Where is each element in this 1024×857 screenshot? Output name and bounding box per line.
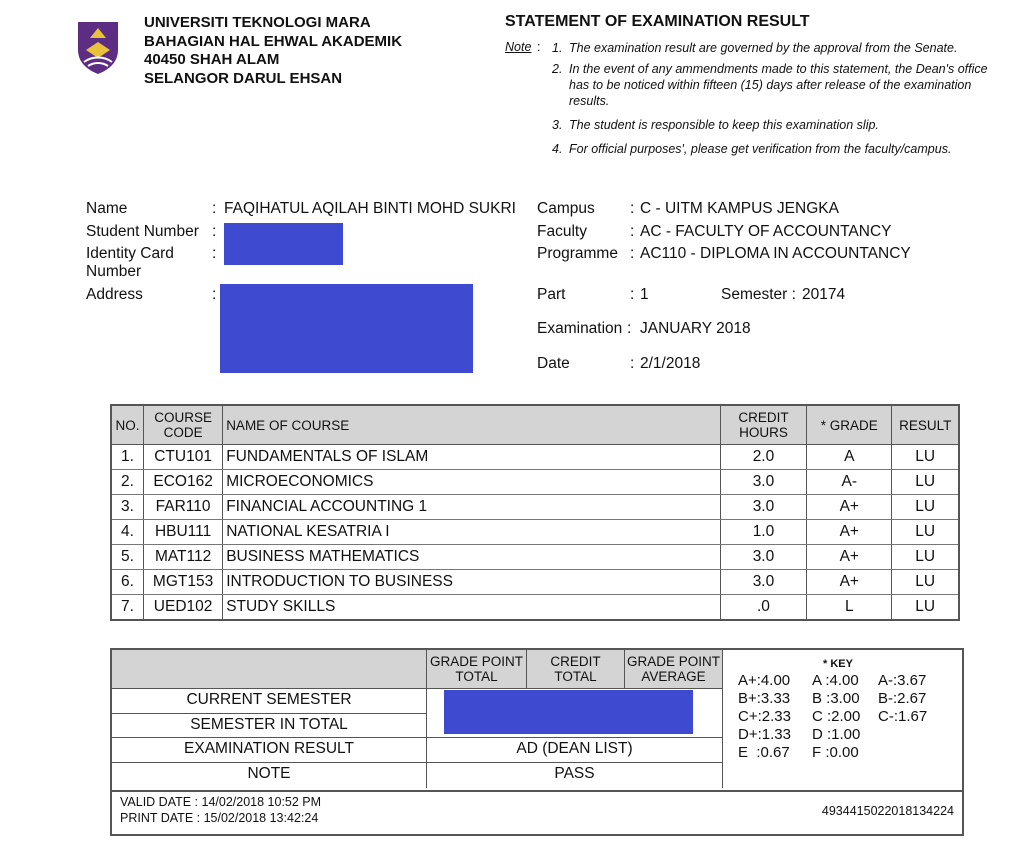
key-entry: B-:2.67	[878, 690, 927, 707]
cell-course-name: INTRODUCTION TO BUSINESS	[223, 570, 721, 595]
header-line: GRADE POINT	[626, 654, 720, 669]
examination-value: JANUARY 2018	[640, 320, 751, 337]
cell-course-name: FUNDAMENTALS OF ISLAM	[223, 445, 721, 470]
colon: :	[630, 355, 635, 372]
key-entry: A :4.00	[812, 672, 859, 689]
header-line: TOTAL	[554, 669, 597, 684]
table-row	[111, 470, 959, 495]
summary-header-shade	[112, 650, 426, 688]
table-row	[111, 445, 959, 470]
table-row	[111, 595, 959, 621]
cell-credit: 3.0	[720, 545, 806, 570]
cell-result: LU	[892, 545, 959, 570]
cell-grade: L	[807, 595, 892, 621]
redacted-results	[444, 690, 693, 734]
cell-no: 4.	[111, 520, 143, 545]
student-number-label: Student Number	[86, 223, 199, 240]
current-semester-label: CURRENT SEMESTER	[186, 691, 352, 708]
cell-no: 3.	[111, 495, 143, 520]
cell-grade: A+	[807, 495, 892, 520]
note-text: The examination result are governed by the approval from the Senate.	[569, 41, 958, 55]
faculty-label: Faculty	[537, 223, 587, 240]
note-number: 4.	[552, 142, 563, 156]
note-item	[552, 40, 1002, 56]
semester-label: Semester :	[721, 286, 796, 303]
key-entry: C+:2.33	[738, 708, 791, 725]
cell-grade: A	[807, 445, 892, 470]
note-label-summary: NOTE	[247, 765, 291, 782]
key-entry: B :3.00	[812, 690, 860, 707]
ic-label-line2: Number	[86, 263, 142, 280]
header-line: TOTAL	[455, 669, 498, 684]
cell-credit: 3.0	[720, 570, 806, 595]
cell-no: 5.	[111, 545, 143, 570]
cell-course-name: MICROECONOMICS	[223, 470, 721, 495]
note-item	[552, 117, 1002, 133]
divider	[112, 713, 427, 714]
cell-result: LU	[892, 595, 959, 621]
colon: :	[212, 223, 217, 240]
institution-line: UNIVERSITI TEKNOLOGI MARA	[144, 14, 371, 31]
institution-line: BAHAGIAN HAL EHWAL AKADEMIK	[144, 32, 403, 50]
institution-header	[144, 14, 402, 88]
key-row	[738, 708, 927, 726]
cell-code: MAT112	[143, 545, 222, 570]
cell-grade: A+	[807, 570, 892, 595]
note-number: 2.	[552, 62, 563, 76]
col-header-no: NO.	[111, 405, 143, 445]
cell-result: LU	[892, 470, 959, 495]
redacted-block	[224, 223, 343, 265]
campus-value: C - UITM KAMPUS JENGKA	[640, 200, 839, 217]
cell-no: 7.	[111, 595, 143, 621]
note-text: In the event of any ammendments made to this statement, the Dean's office has to be noticed within fifteen (15) days after release of the examination results.	[569, 62, 988, 108]
examination-result-label: EXAMINATION RESULT	[184, 740, 354, 757]
semester-value: 20174	[802, 286, 846, 303]
summary-box	[110, 648, 964, 792]
date-label: Date	[537, 355, 570, 372]
name-label: Name	[86, 200, 128, 217]
note-colon: :	[537, 40, 541, 54]
programme-label: Programme	[537, 245, 618, 262]
cell-no: 2.	[111, 470, 143, 495]
grade-point-average-header	[625, 654, 722, 684]
key-row	[738, 672, 927, 690]
key-entry: C-:1.67	[878, 708, 928, 725]
col-header-code-line2: CODE	[163, 425, 203, 440]
grade-point-total-header	[427, 654, 526, 684]
key-entry: B+:3.33	[738, 690, 791, 707]
cell-credit: 3.0	[720, 470, 806, 495]
colon: :	[627, 320, 632, 337]
cell-code: CTU101	[143, 445, 222, 470]
header-line: CREDIT	[550, 654, 601, 669]
courses-table	[110, 404, 960, 621]
address-label: Address	[86, 286, 143, 303]
note-value: PASS	[554, 765, 595, 782]
cell-code: FAR110	[143, 495, 222, 520]
note-number: 1.	[552, 41, 563, 55]
col-header-credit	[720, 405, 806, 445]
colon: :	[630, 200, 635, 217]
col-header-code	[143, 405, 222, 445]
serial-number: 4934415022018134224	[821, 804, 954, 818]
credit-total-header	[527, 654, 624, 684]
col-header-credit-line2: HOURS	[739, 425, 788, 440]
colon: :	[630, 245, 635, 262]
cell-credit: 2.0	[720, 445, 806, 470]
programme-value: AC110 - DIPLOMA IN ACCOUNTANCY	[640, 245, 911, 262]
key-entry: E :0.67	[738, 744, 790, 761]
part-label: Part	[537, 286, 566, 303]
divider	[112, 762, 722, 763]
table-row	[111, 495, 959, 520]
note-item	[552, 141, 1002, 157]
colon: :	[212, 245, 217, 262]
uitm-crest-logo	[76, 20, 120, 74]
cell-code: ECO162	[143, 470, 222, 495]
key-entry: F :0.00	[812, 744, 859, 761]
document-title: STATEMENT OF EXAMINATION RESULT	[505, 13, 810, 30]
cell-course-name: NATIONAL KESATRIA I	[223, 520, 721, 545]
date-value: 2/1/2018	[640, 355, 701, 372]
table-header-row	[111, 405, 959, 445]
note-text: For official purposes', please get verification from the faculty/campus.	[569, 142, 952, 156]
divider	[112, 688, 722, 689]
cell-result: LU	[892, 570, 959, 595]
semester-in-total-label: SEMESTER IN TOTAL	[190, 716, 348, 733]
cell-result: LU	[892, 520, 959, 545]
part-value: 1	[640, 286, 649, 303]
ic-label-line1: Identity Card	[86, 245, 174, 262]
note-text: The student is responsible to keep this examination slip.	[569, 118, 879, 132]
cell-code: HBU111	[143, 520, 222, 545]
key-entry: D+:1.33	[738, 726, 791, 743]
grade-key	[738, 672, 927, 762]
colon: :	[630, 286, 635, 303]
cell-grade: A+	[807, 520, 892, 545]
cell-credit: 1.0	[720, 520, 806, 545]
col-header-code-line1: COURSE	[154, 410, 212, 425]
print-date: PRINT DATE : 15/02/2018 13:42:24	[120, 811, 319, 825]
cell-code: UED102	[143, 595, 222, 621]
note-label: Note	[505, 40, 532, 54]
colon: :	[212, 200, 217, 217]
key-row	[738, 690, 927, 708]
campus-label: Campus	[537, 200, 595, 217]
cell-no: 6.	[111, 570, 143, 595]
key-row	[738, 726, 927, 744]
cell-result: LU	[892, 445, 959, 470]
cell-result: LU	[892, 495, 959, 520]
divider	[722, 650, 723, 788]
table-row	[111, 570, 959, 595]
col-header-name: NAME OF COURSE	[223, 405, 721, 445]
key-entry: D :1.00	[812, 726, 861, 743]
colon: :	[212, 286, 217, 303]
key-row	[738, 744, 927, 762]
key-title: * KEY	[823, 658, 853, 670]
key-entry: A-:3.67	[878, 672, 927, 689]
col-header-result: RESULT	[892, 405, 959, 445]
valid-date: VALID DATE : 14/02/2018 10:52 PM	[120, 795, 322, 809]
cell-course-name: FINANCIAL ACCOUNTING 1	[223, 495, 721, 520]
cell-grade: A+	[807, 545, 892, 570]
institution-line: SELANGOR DARUL EHSAN	[144, 69, 343, 87]
divider	[112, 737, 722, 738]
redacted-address	[220, 284, 473, 373]
note-number: 3.	[552, 118, 563, 132]
cell-code: MGT153	[143, 570, 222, 595]
key-entry: A+:4.00	[738, 672, 791, 689]
cell-credit: 3.0	[720, 495, 806, 520]
cell-grade: A-	[807, 470, 892, 495]
key-entry: C :2.00	[812, 708, 861, 725]
header-line: GRADE POINT	[429, 654, 523, 669]
header-line: AVERAGE	[641, 669, 706, 684]
footer-box	[110, 788, 964, 836]
cell-no: 1.	[111, 445, 143, 470]
institution-line: 40450 SHAH ALAM	[144, 51, 280, 68]
table-row	[111, 520, 959, 545]
examination-result-value: AD (DEAN LIST)	[516, 740, 633, 757]
colon: :	[630, 223, 635, 240]
examination-label: Examination	[537, 320, 623, 337]
col-header-credit-line1: CREDIT	[738, 410, 789, 425]
note-item	[552, 61, 1002, 109]
cell-course-name: STUDY SKILLS	[223, 595, 721, 621]
student-name: FAQIHATUL AQILAH BINTI MOHD SUKRI	[224, 200, 516, 217]
faculty-value: AC - FACULTY OF ACCOUNTANCY	[640, 223, 892, 240]
cell-credit: .0	[720, 595, 806, 621]
col-header-grade: * GRADE	[807, 405, 892, 445]
cell-course-name: BUSINESS MATHEMATICS	[223, 545, 721, 570]
table-row	[111, 545, 959, 570]
